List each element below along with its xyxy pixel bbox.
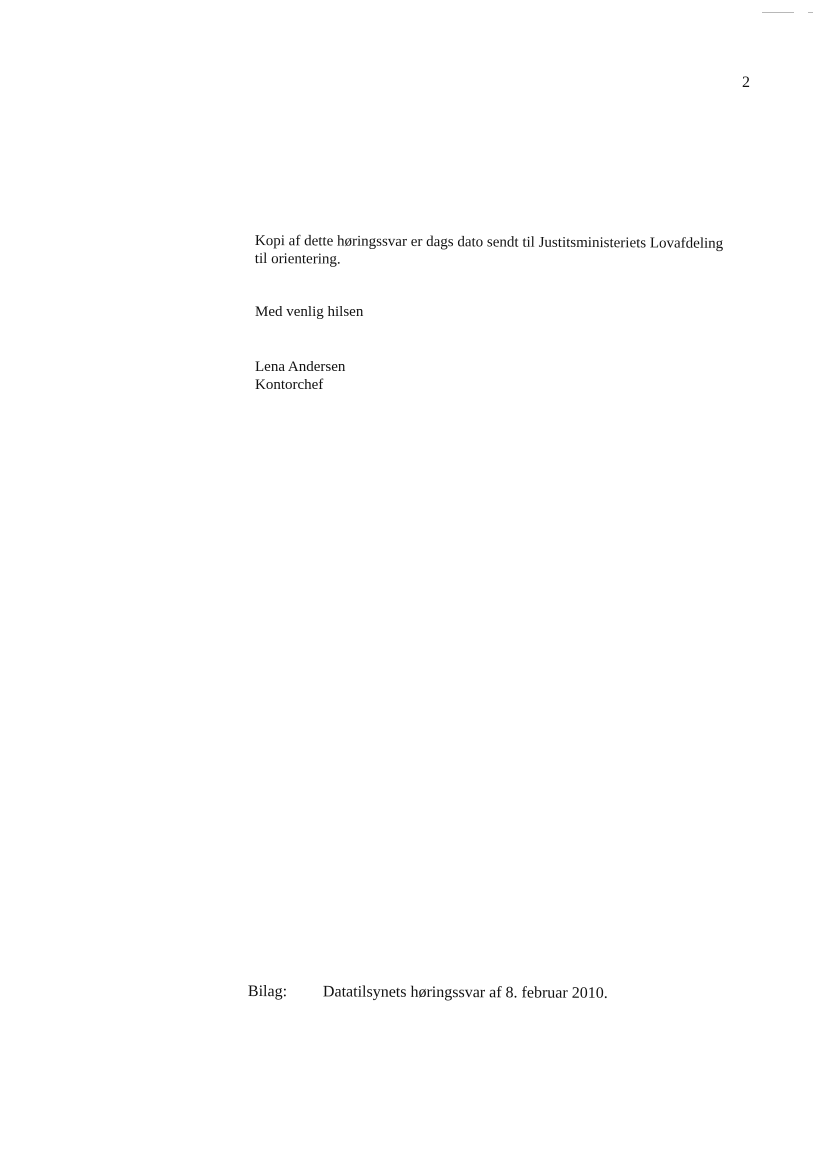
copy-note bbox=[255, 232, 723, 271]
scan-artifact-dot bbox=[808, 12, 813, 13]
page-number: 2 bbox=[742, 74, 750, 91]
copy-note-line-1: Kopi af dette høringssvar er dags dato sendt til Justitsministeriets Lovafdeling bbox=[254, 232, 724, 252]
attachment-text: Datatilsynets høringssvar af 8. februar 2010. bbox=[322, 983, 608, 1002]
attachment-line bbox=[248, 983, 608, 1003]
attachment-label: Bilag: bbox=[247, 983, 288, 1001]
signer-title: Kontorchef bbox=[255, 377, 324, 393]
signer-name: Lena Andersen bbox=[255, 359, 346, 375]
scan-artifact-line bbox=[762, 12, 794, 13]
closing-greeting: Med venlig hilsen bbox=[255, 304, 364, 320]
signature-block bbox=[255, 358, 345, 394]
copy-note-line-2: til orientering. bbox=[254, 250, 341, 268]
